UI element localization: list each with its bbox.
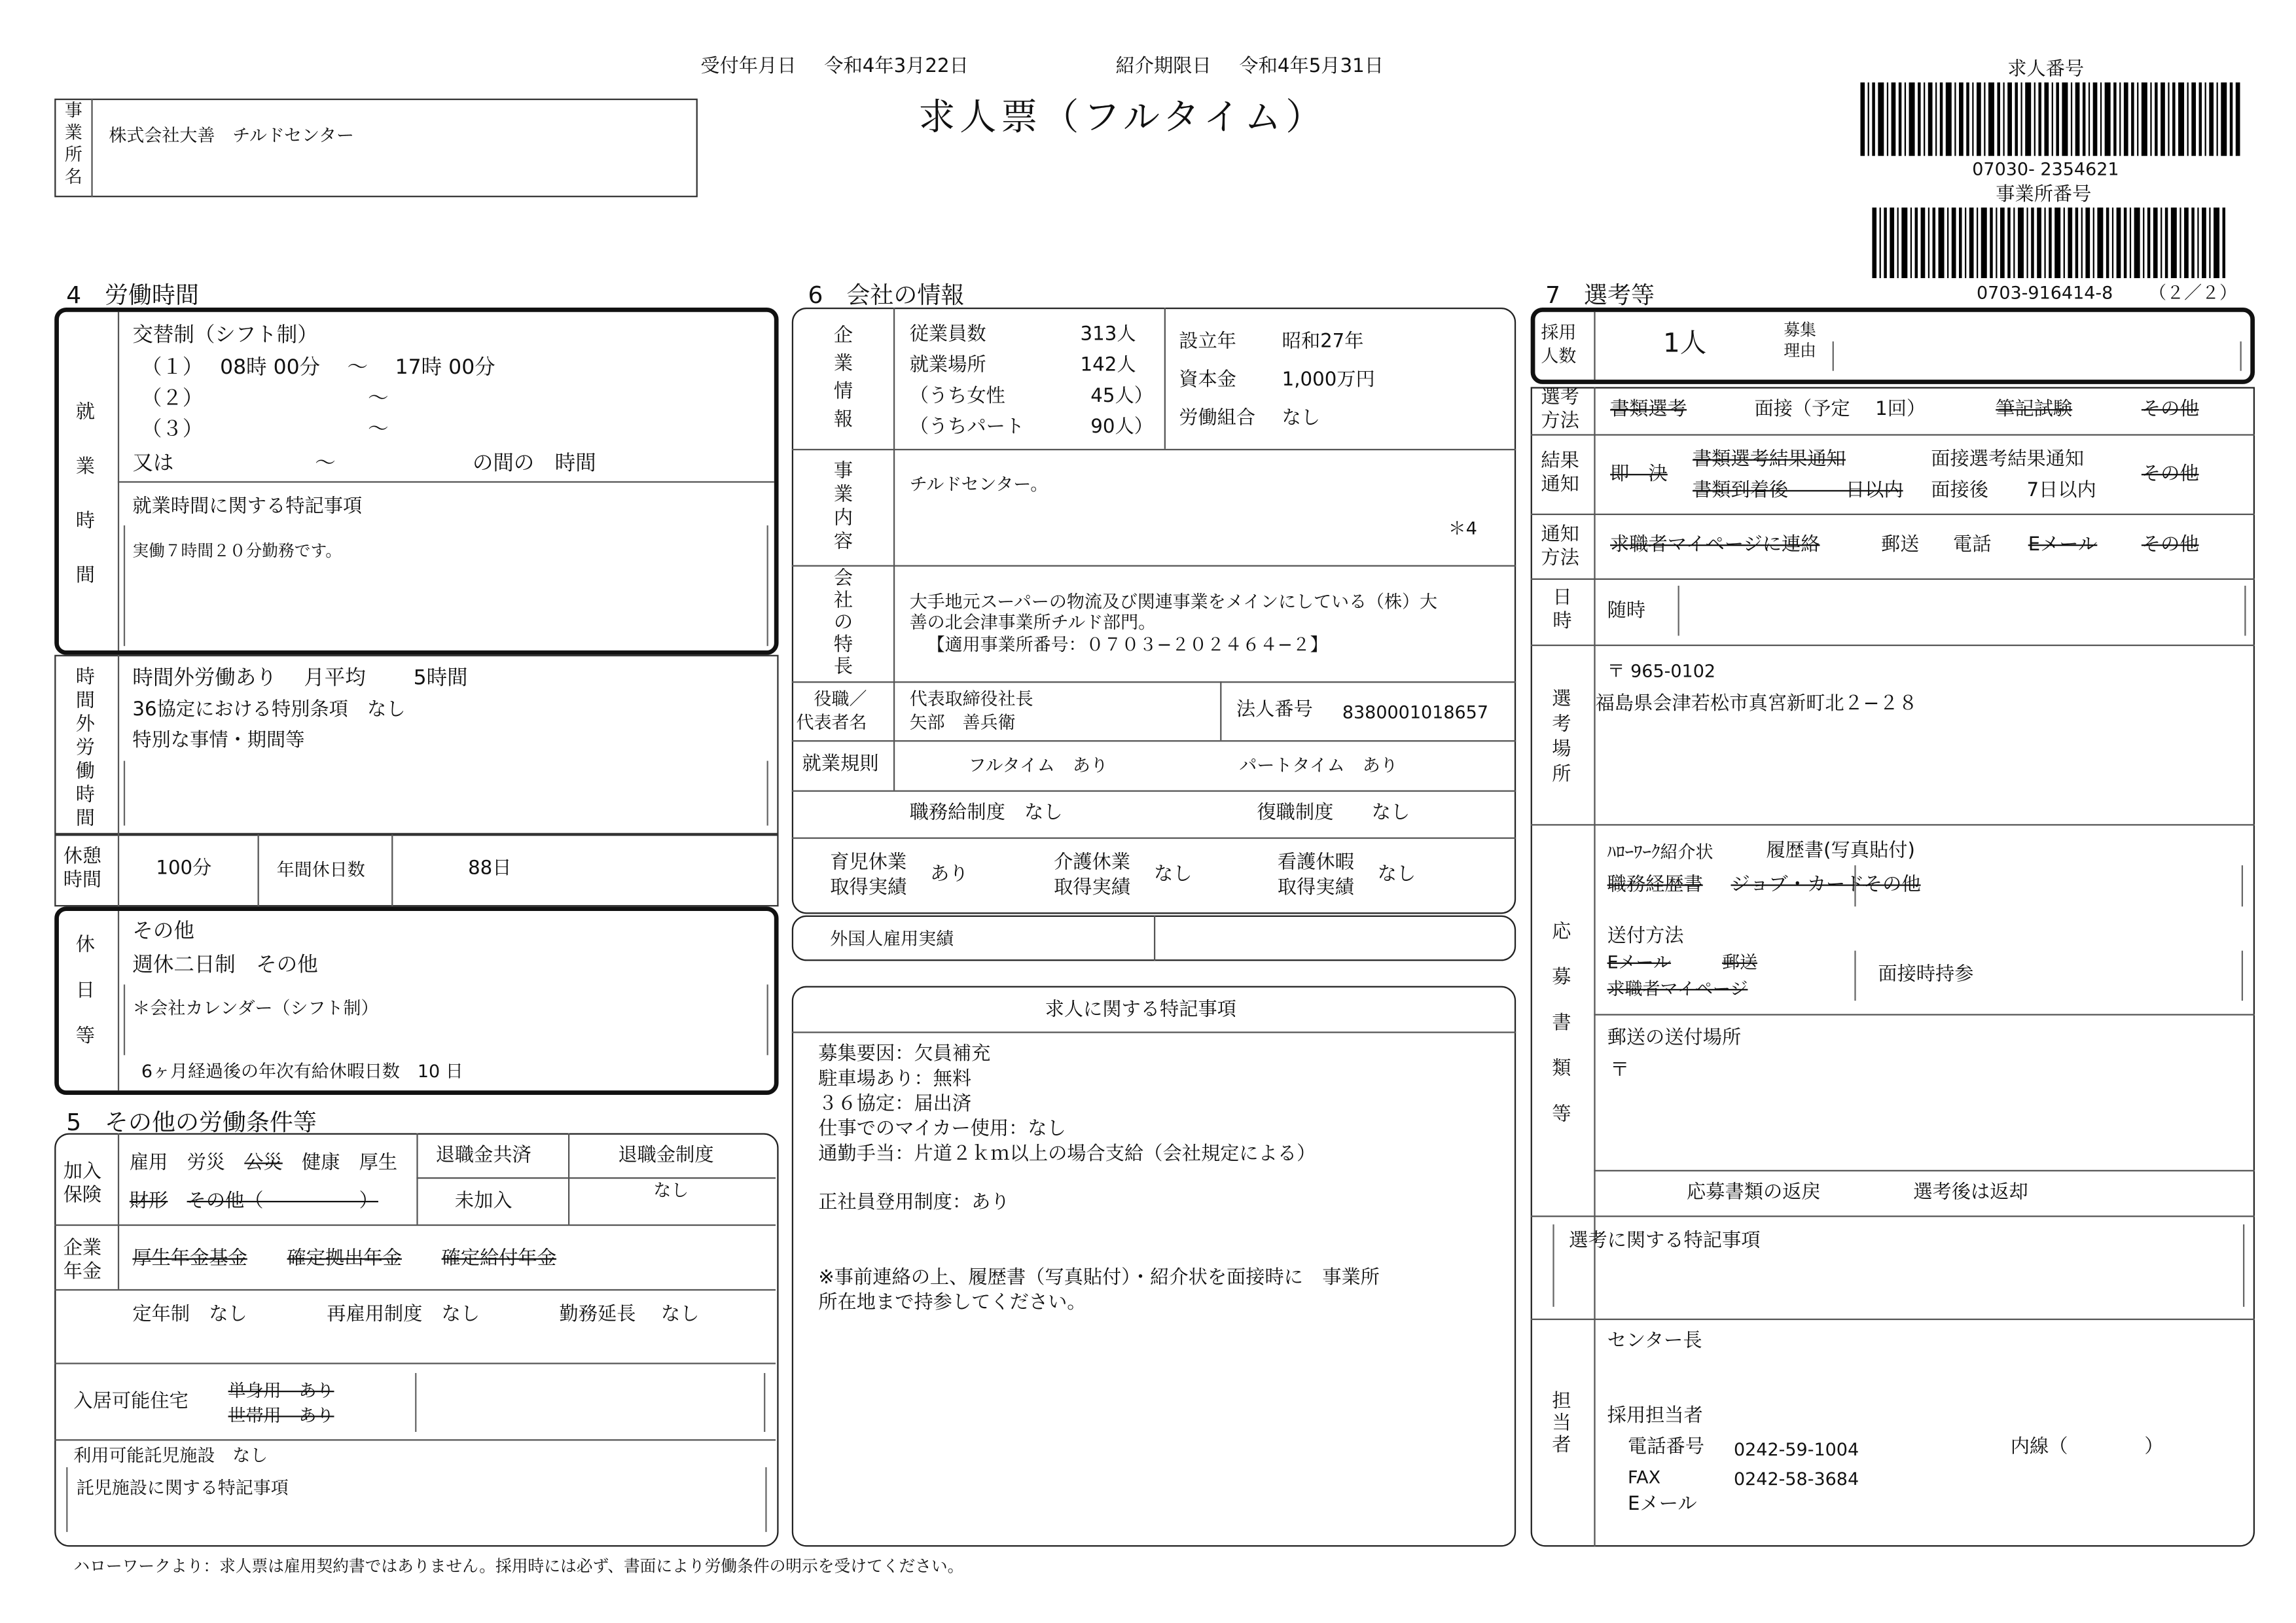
method-written: 筆記試験	[1996, 399, 2073, 421]
holiday-note: ＊会社カレンダー（シフト制）	[132, 997, 379, 1019]
fax-label: FAX	[1628, 1467, 1661, 1488]
childcare-leave: あり	[930, 863, 969, 886]
docs-label: 応募書類等	[1552, 921, 1571, 1126]
rules-fulltime: フルタイム あり	[968, 755, 1108, 776]
nursing-leave: なし	[1153, 863, 1193, 886]
housing-family: 世帯用 あり	[228, 1405, 334, 1426]
or-tilde: ～	[315, 452, 336, 476]
phone-number: 0242-59-1004	[1733, 1439, 1859, 1460]
rep-label-1: 役職／	[814, 688, 867, 709]
job-number-label: 求人番号	[2007, 58, 2085, 81]
childcare-facility: 利用可能託児施設 なし	[73, 1445, 268, 1466]
capital: 1,000万円	[1282, 369, 1375, 392]
feature-label: 会社の特長	[833, 567, 853, 679]
ins-other: その他（ ）	[187, 1190, 378, 1213]
holiday-1: その他	[132, 919, 194, 944]
special-line-1: 募集要因：欠員補充	[818, 1043, 991, 1066]
pension-1: 厚生年金基金	[132, 1247, 247, 1270]
pension-3: 確定給付年金	[441, 1247, 557, 1270]
childcare-leave-label-1: 育児休業	[830, 851, 907, 874]
reception-date: 令和4年3月22日	[824, 56, 969, 79]
date-label: 日時	[1552, 587, 1572, 633]
post-destination-label: 郵送の送付場所	[1607, 1027, 1742, 1050]
women-count: 45人）	[1090, 385, 1153, 408]
workplace-label: 就業場所	[909, 354, 986, 377]
business-label: 事業内容	[833, 460, 853, 554]
break-label: 休憩時間	[63, 846, 102, 892]
childcare-note-label: 託児施設に関する特記事項	[76, 1477, 289, 1499]
work-special-text: 実働７時間２０分勤務です。	[132, 541, 342, 561]
job-number: 07030- 2354621	[1972, 158, 2119, 180]
pension-label: 企業年金	[63, 1238, 102, 1283]
office-name-box	[54, 99, 698, 198]
result-other: その他	[2141, 463, 2199, 486]
result-immediate: 即 決	[1610, 463, 1668, 486]
section-4-title: 4 労働時間	[66, 281, 199, 310]
corp-number: 8380001018657	[1342, 702, 1489, 723]
annual-holidays-label: 年間休日数	[276, 859, 365, 880]
send-method-label: 送付方法	[1607, 925, 1684, 948]
rehire-system: 再雇用制度 なし	[327, 1304, 480, 1327]
special-line-5: 通勤手当：片道２ｋｍ以上の場合支給（会社規定による）	[818, 1143, 1316, 1166]
reinstatement-system: 復職制度 なし	[1257, 802, 1410, 825]
business-mark: ＊4	[1448, 518, 1477, 539]
phone-label: 電話番号	[1628, 1436, 1705, 1459]
work-extension: 勤務延長 なし	[559, 1304, 700, 1327]
ins-kosai: 公災	[244, 1152, 283, 1175]
send-mypage: 求職者マイページ	[1607, 978, 1748, 999]
contact-label: 担当者	[1552, 1391, 1571, 1457]
docs-jobcard: ジョブ・カード	[1731, 874, 1865, 897]
capital-label: 資本金	[1179, 369, 1236, 392]
special-line-2: 駐車場あり：無料	[818, 1068, 972, 1091]
parttime-count: 90人）	[1090, 416, 1153, 439]
special-circumstances: 特別な事情・期間等	[132, 730, 305, 753]
method-document: 書類選考	[1610, 399, 1687, 421]
office-number: 0703-916414-8	[1977, 282, 2113, 304]
send-note: 面接時持参	[1878, 963, 1974, 986]
corp-number-label: 法人番号	[1236, 699, 1313, 721]
ins-kosei: 厚生	[359, 1152, 398, 1175]
holiday-2: 週休二日制 その他	[132, 954, 318, 978]
overtime-value: 時間外労働あり 月平均 5時間	[132, 666, 468, 690]
selection-note-label: 選考に関する特記事項	[1569, 1230, 1761, 1253]
union-label: 労働組合	[1179, 407, 1256, 430]
job-wage-system: 職務給制度 なし	[909, 802, 1063, 825]
or-label: 又は	[132, 452, 174, 476]
care-leave-label-2: 取得実績	[1277, 877, 1354, 899]
place-label: 選考場所	[1552, 688, 1571, 786]
shift-3: （３）	[141, 418, 204, 442]
care-leave: なし	[1377, 863, 1416, 886]
annual-holidays: 88日	[468, 857, 512, 880]
ins-rosai: 労災	[187, 1152, 226, 1175]
nursing-leave-label-1: 介護休業	[1054, 851, 1131, 874]
reason-label: 募集理由	[1784, 321, 1816, 361]
result-label: 結果通知	[1541, 450, 1579, 496]
housing-single: 単身用 あり	[228, 1380, 334, 1401]
work-special-label: 就業時間に関する特記事項	[132, 495, 363, 518]
result-doc-1: 書類選考結果通知	[1693, 448, 1846, 471]
postal-code: 〒 965-0102	[1607, 660, 1716, 682]
special-line-4: 仕事でのマイカー使用：なし	[818, 1118, 1066, 1141]
employees-label: 従業員数	[909, 323, 986, 346]
feature-line-1: 大手地元スーパーの物流及び関連事業をメインにしている（株）大	[909, 591, 1438, 613]
docs-referral: ﾊﾛｰﾜｰｸ紹介状	[1607, 842, 1713, 863]
pension-2: 確定拠出年金	[287, 1247, 402, 1270]
method-other: その他	[2141, 399, 2199, 421]
work-hours-label: 就業時間	[75, 401, 96, 588]
overtime-label: 時間外労働時間	[75, 666, 96, 830]
employees: 313人	[1080, 323, 1136, 346]
hire-count-label: 採用人数	[1541, 322, 1577, 366]
office-name-label: 事業所名	[64, 99, 82, 187]
hire-count: 1人	[1663, 328, 1707, 359]
notify-other: その他	[2141, 534, 2199, 557]
extension-label: 内線（ ）	[2010, 1436, 2164, 1459]
contact-person-label: 採用担当者	[1607, 1405, 1703, 1428]
feature-line-2: 善の北会津事業所チルド部門。	[909, 612, 1157, 633]
retirement-age: 定年制 なし	[132, 1304, 247, 1327]
notify-email: Eメール	[2028, 534, 2098, 557]
rules-parttime: パートタイム あり	[1239, 755, 1398, 776]
rep-name: 矢部 善兵衛	[909, 712, 1016, 733]
corp-info-label: 企業情報	[833, 325, 853, 431]
referral-deadline: 令和4年5月31日	[1239, 56, 1384, 79]
return-label: 応募書類の返戻	[1687, 1181, 1821, 1204]
retire-mutual-label: 退職金共済	[435, 1145, 531, 1168]
women-label: （うち女性	[909, 385, 1005, 408]
ins-koyo: 雇用	[129, 1152, 168, 1175]
return-value: 選考後は返却	[1913, 1181, 2028, 1204]
date-value: 随時	[1607, 600, 1646, 623]
notify-mypage: 求職者マイページに連絡	[1610, 534, 1820, 557]
shift-2-tilde: ～	[368, 387, 389, 411]
office-number-barcode	[1872, 207, 2225, 278]
post-destination-mark: 〒	[1610, 1060, 1630, 1082]
workplace-count: 142人	[1080, 354, 1136, 377]
page-title: 求人票（フルタイム）	[918, 96, 1327, 139]
shift-3-tilde: ～	[368, 418, 389, 442]
rep-title: 代表取締役社長	[909, 688, 1033, 709]
method-label: 選考方法	[1541, 387, 1579, 433]
method-interview: 面接（予定 1回）	[1754, 399, 1926, 421]
special-line-7: ※事前連絡の上、履歴書（写真貼付）・紹介状を面接時に 事業所	[818, 1267, 1380, 1289]
shift-2: （２）	[141, 387, 204, 411]
retire-system: なし	[653, 1180, 689, 1201]
founded-label: 設立年	[1179, 330, 1236, 353]
retire-system-label: 退職金制度	[618, 1145, 714, 1168]
foreign-employment-label: 外国人雇用実績	[830, 928, 954, 950]
section-5-title: 5 その他の労働条件等	[66, 1108, 317, 1136]
special-line-3: ３６協定：届出済	[818, 1093, 972, 1116]
referral-deadline-label: 紹介期限日	[1115, 56, 1211, 79]
selection-address: 福島県会津若松市真宮新町北２−２８	[1595, 693, 1918, 715]
paid-leave: 6ヶ月経過後の年次有給休暇日数 10 日	[141, 1061, 463, 1082]
rules-label: 就業規則	[802, 753, 879, 776]
parttime-label: （うちパート	[909, 416, 1025, 439]
office-number-label: 事業所番号	[1996, 184, 2092, 206]
contact-title: センター長	[1607, 1330, 1702, 1353]
break-value: 100分	[156, 857, 212, 880]
email-label: Eメール	[1628, 1493, 1697, 1516]
founded: 昭和27年	[1282, 330, 1364, 353]
agreement-36: 36協定における特別条項 なし	[132, 699, 406, 721]
special-line-8: 所在地まで持参してください。	[818, 1292, 1086, 1315]
reception-date-label: 受付年月日	[700, 56, 797, 79]
feature-line-3: 【適用事業所番号：０７０３−２０２４６４−２】	[927, 634, 1328, 655]
section-6-title: 6 会社の情報	[808, 281, 965, 310]
result-interview-1: 面接選考結果通知	[1931, 448, 2085, 471]
or-between: の間の 時間	[472, 452, 596, 476]
business-text: チルドセンター。	[909, 474, 1049, 495]
union: なし	[1282, 407, 1321, 430]
special-line-6: 正社員登用制度：あり	[818, 1192, 1010, 1215]
retire-mutual: 未加入	[454, 1190, 512, 1213]
notify-phone: 電話	[1953, 534, 1992, 557]
insurance-label: 加入保険	[63, 1161, 102, 1207]
notify-mail: 郵送	[1880, 534, 1920, 557]
send-email: Eメール	[1607, 952, 1672, 973]
ins-kenko: 健康	[301, 1152, 340, 1175]
childcare-leave-label-2: 取得実績	[830, 877, 907, 899]
shift-type: 交替制（シフト制）	[132, 323, 318, 348]
office-name: 株式会社大善 チルドセンター	[109, 125, 354, 146]
job-number-barcode	[1860, 82, 2240, 156]
care-leave-label-1: 看護休暇	[1277, 851, 1354, 874]
result-interview-2: 面接後 7日以内	[1931, 480, 2096, 502]
housing-label: 入居可能住宅	[73, 1391, 188, 1413]
docs-other: その他	[1863, 874, 1921, 897]
send-post: 郵送	[1721, 952, 1757, 973]
rep-label-2: 代表者名	[796, 712, 867, 733]
ins-zaikei: 財形	[129, 1190, 168, 1213]
shift-1: （１） 08時 00分 ～ 17時 00分	[141, 356, 495, 380]
nursing-leave-label-2: 取得実績	[1054, 877, 1131, 899]
holiday-label: 休日等	[75, 934, 96, 1048]
notify-label: 通知方法	[1541, 524, 1579, 570]
page-number: （２／２）	[2149, 282, 2238, 304]
section-7-title: 7 選考等	[1545, 281, 1655, 310]
special-notes-title: 求人に関する特記事項	[1045, 999, 1236, 1022]
footer-note: ハローワークより：求人票は雇用契約書ではありません。採用時には必ず、書面により労働条件の明示を受けてください。	[73, 1557, 964, 1577]
docs-resume: 履歴書(写真貼付)	[1766, 840, 1915, 863]
result-doc-2: 書類到着後 日以内	[1693, 480, 1903, 502]
docs-career: 職務経歴書	[1607, 874, 1703, 897]
fax-number: 0242-58-3684	[1733, 1469, 1859, 1489]
